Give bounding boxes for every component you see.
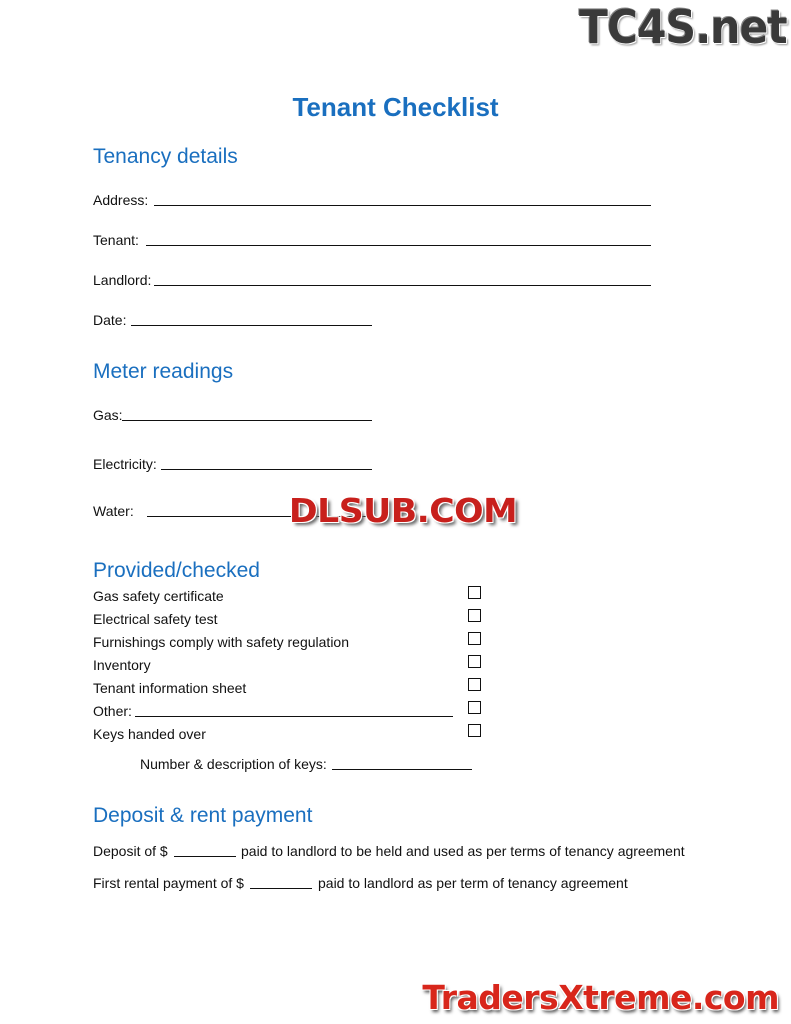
item-other-label: Other: xyxy=(93,703,132,719)
section-meter-heading: Meter readings xyxy=(93,360,234,383)
deposit-prefix: Deposit of $ xyxy=(93,843,168,859)
checkbox-inventory[interactable] xyxy=(468,655,481,668)
watermark-dlsub: DLSUB.COM xyxy=(288,492,518,530)
item-inventory-label: Inventory xyxy=(93,657,151,673)
page-title: Tenant Checklist xyxy=(292,92,499,122)
address-line[interactable] xyxy=(154,205,651,206)
checkbox-gas-safety[interactable] xyxy=(468,586,481,599)
landlord-line[interactable] xyxy=(154,285,651,286)
date-label: Date: xyxy=(93,312,127,328)
keys-description-line[interactable] xyxy=(332,769,472,770)
checkbox-furnishings[interactable] xyxy=(468,632,481,645)
electricity-line[interactable] xyxy=(161,469,372,470)
watermark-tradersxtreme: TradersXtreme.com xyxy=(422,978,779,1017)
watermark-tc4s: TC4S.net xyxy=(579,0,787,54)
rent-amount-line[interactable] xyxy=(250,888,312,889)
tenant-label: Tenant: xyxy=(93,232,139,248)
section-provided-heading: Provided/checked xyxy=(93,559,260,582)
section-tenancy-heading: Tenancy details xyxy=(93,145,238,168)
item-tenant-info-label: Tenant information sheet xyxy=(93,680,247,696)
electricity-label: Electricity: xyxy=(93,456,157,472)
rent-prefix: First rental payment of $ xyxy=(93,875,244,891)
tenant-line[interactable] xyxy=(146,245,651,246)
water-label: Water: xyxy=(93,503,134,519)
date-line[interactable] xyxy=(131,325,372,326)
checkbox-keys[interactable] xyxy=(468,724,481,737)
checkbox-tenant-info[interactable] xyxy=(468,678,481,691)
other-line[interactable] xyxy=(135,716,453,717)
section-deposit-heading: Deposit & rent payment xyxy=(93,804,313,827)
keys-description-label: Number & description of keys: xyxy=(140,756,327,772)
checkbox-other[interactable] xyxy=(468,701,481,714)
gas-line[interactable] xyxy=(122,420,372,421)
deposit-suffix: paid to landlord to be held and used as per terms of tenancy agreement xyxy=(241,843,685,859)
item-gas-safety-label: Gas safety certificate xyxy=(93,588,224,604)
address-label: Address: xyxy=(93,192,149,208)
gas-label: Gas: xyxy=(93,407,123,423)
landlord-label: Landlord: xyxy=(93,272,152,288)
deposit-amount-line[interactable] xyxy=(174,856,236,857)
item-electrical-safety-label: Electrical safety test xyxy=(93,611,218,627)
checkbox-electrical-safety[interactable] xyxy=(468,609,481,622)
rent-suffix: paid to landlord as per term of tenancy agreement xyxy=(318,875,628,891)
item-furnishings-label: Furnishings comply with safety regulation xyxy=(93,634,350,650)
item-keys-label: Keys handed over xyxy=(93,726,206,742)
